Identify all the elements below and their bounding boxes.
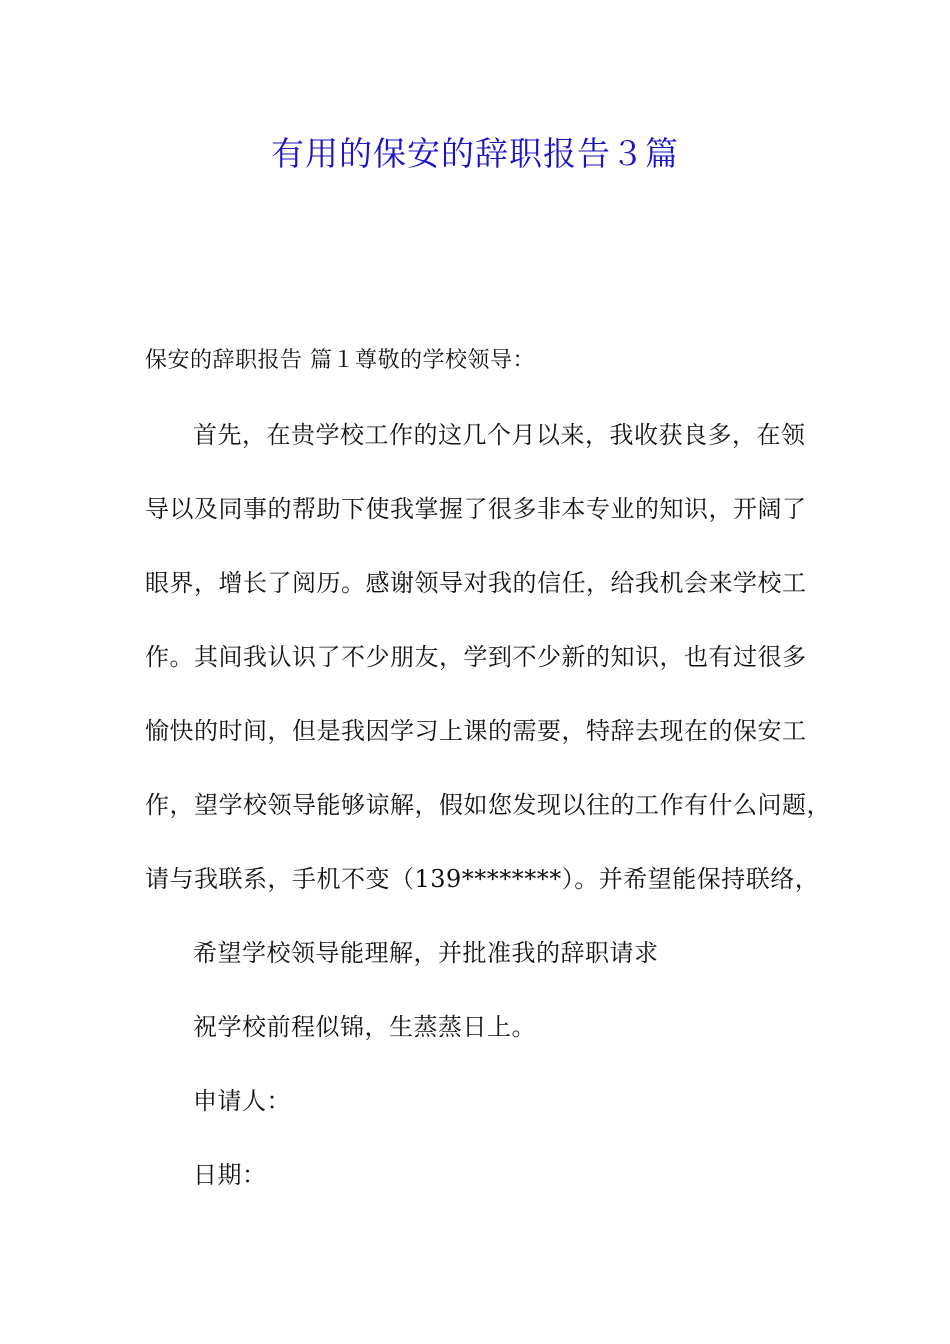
document-title: 有用的保安的辞职报告３篇 <box>271 134 679 173</box>
date-label: 日期： <box>193 1161 267 1189</box>
report-heading: 保安的辞职报告 篇１尊敬的学校领导： <box>145 348 535 373</box>
closing-wishes: 祝学校前程似锦，生蒸蒸日上。 <box>193 1013 536 1041</box>
body-line-7: 请与我联系，手机不变（139********）。并希望能保持联络， <box>145 865 820 893</box>
body-line-1: 首先，在贵学校工作的这几个月以来，我收获良多，在领 <box>193 421 806 449</box>
applicant-label: 申请人： <box>193 1087 291 1115</box>
body-line-4: 作。其间我认识了不少朋友，学到不少新的知识，也有过很多 <box>145 643 807 671</box>
closing-request: 希望学校领导能理解，并批准我的辞职请求 <box>193 939 659 967</box>
body-line-2: 导以及同事的帮助下使我掌握了很多非本专业的知识，开阔了 <box>145 495 807 523</box>
body-line-3: 眼界，增长了阅历。感谢领导对我的信任，给我机会来学校工 <box>145 569 807 597</box>
body-line-5: 愉快的时间，但是我因学习上课的需要，特辞去现在的保安工 <box>145 717 807 745</box>
body-line-6: 作，望学校领导能够谅解，假如您发现以往的工作有什么问题， <box>145 791 831 819</box>
